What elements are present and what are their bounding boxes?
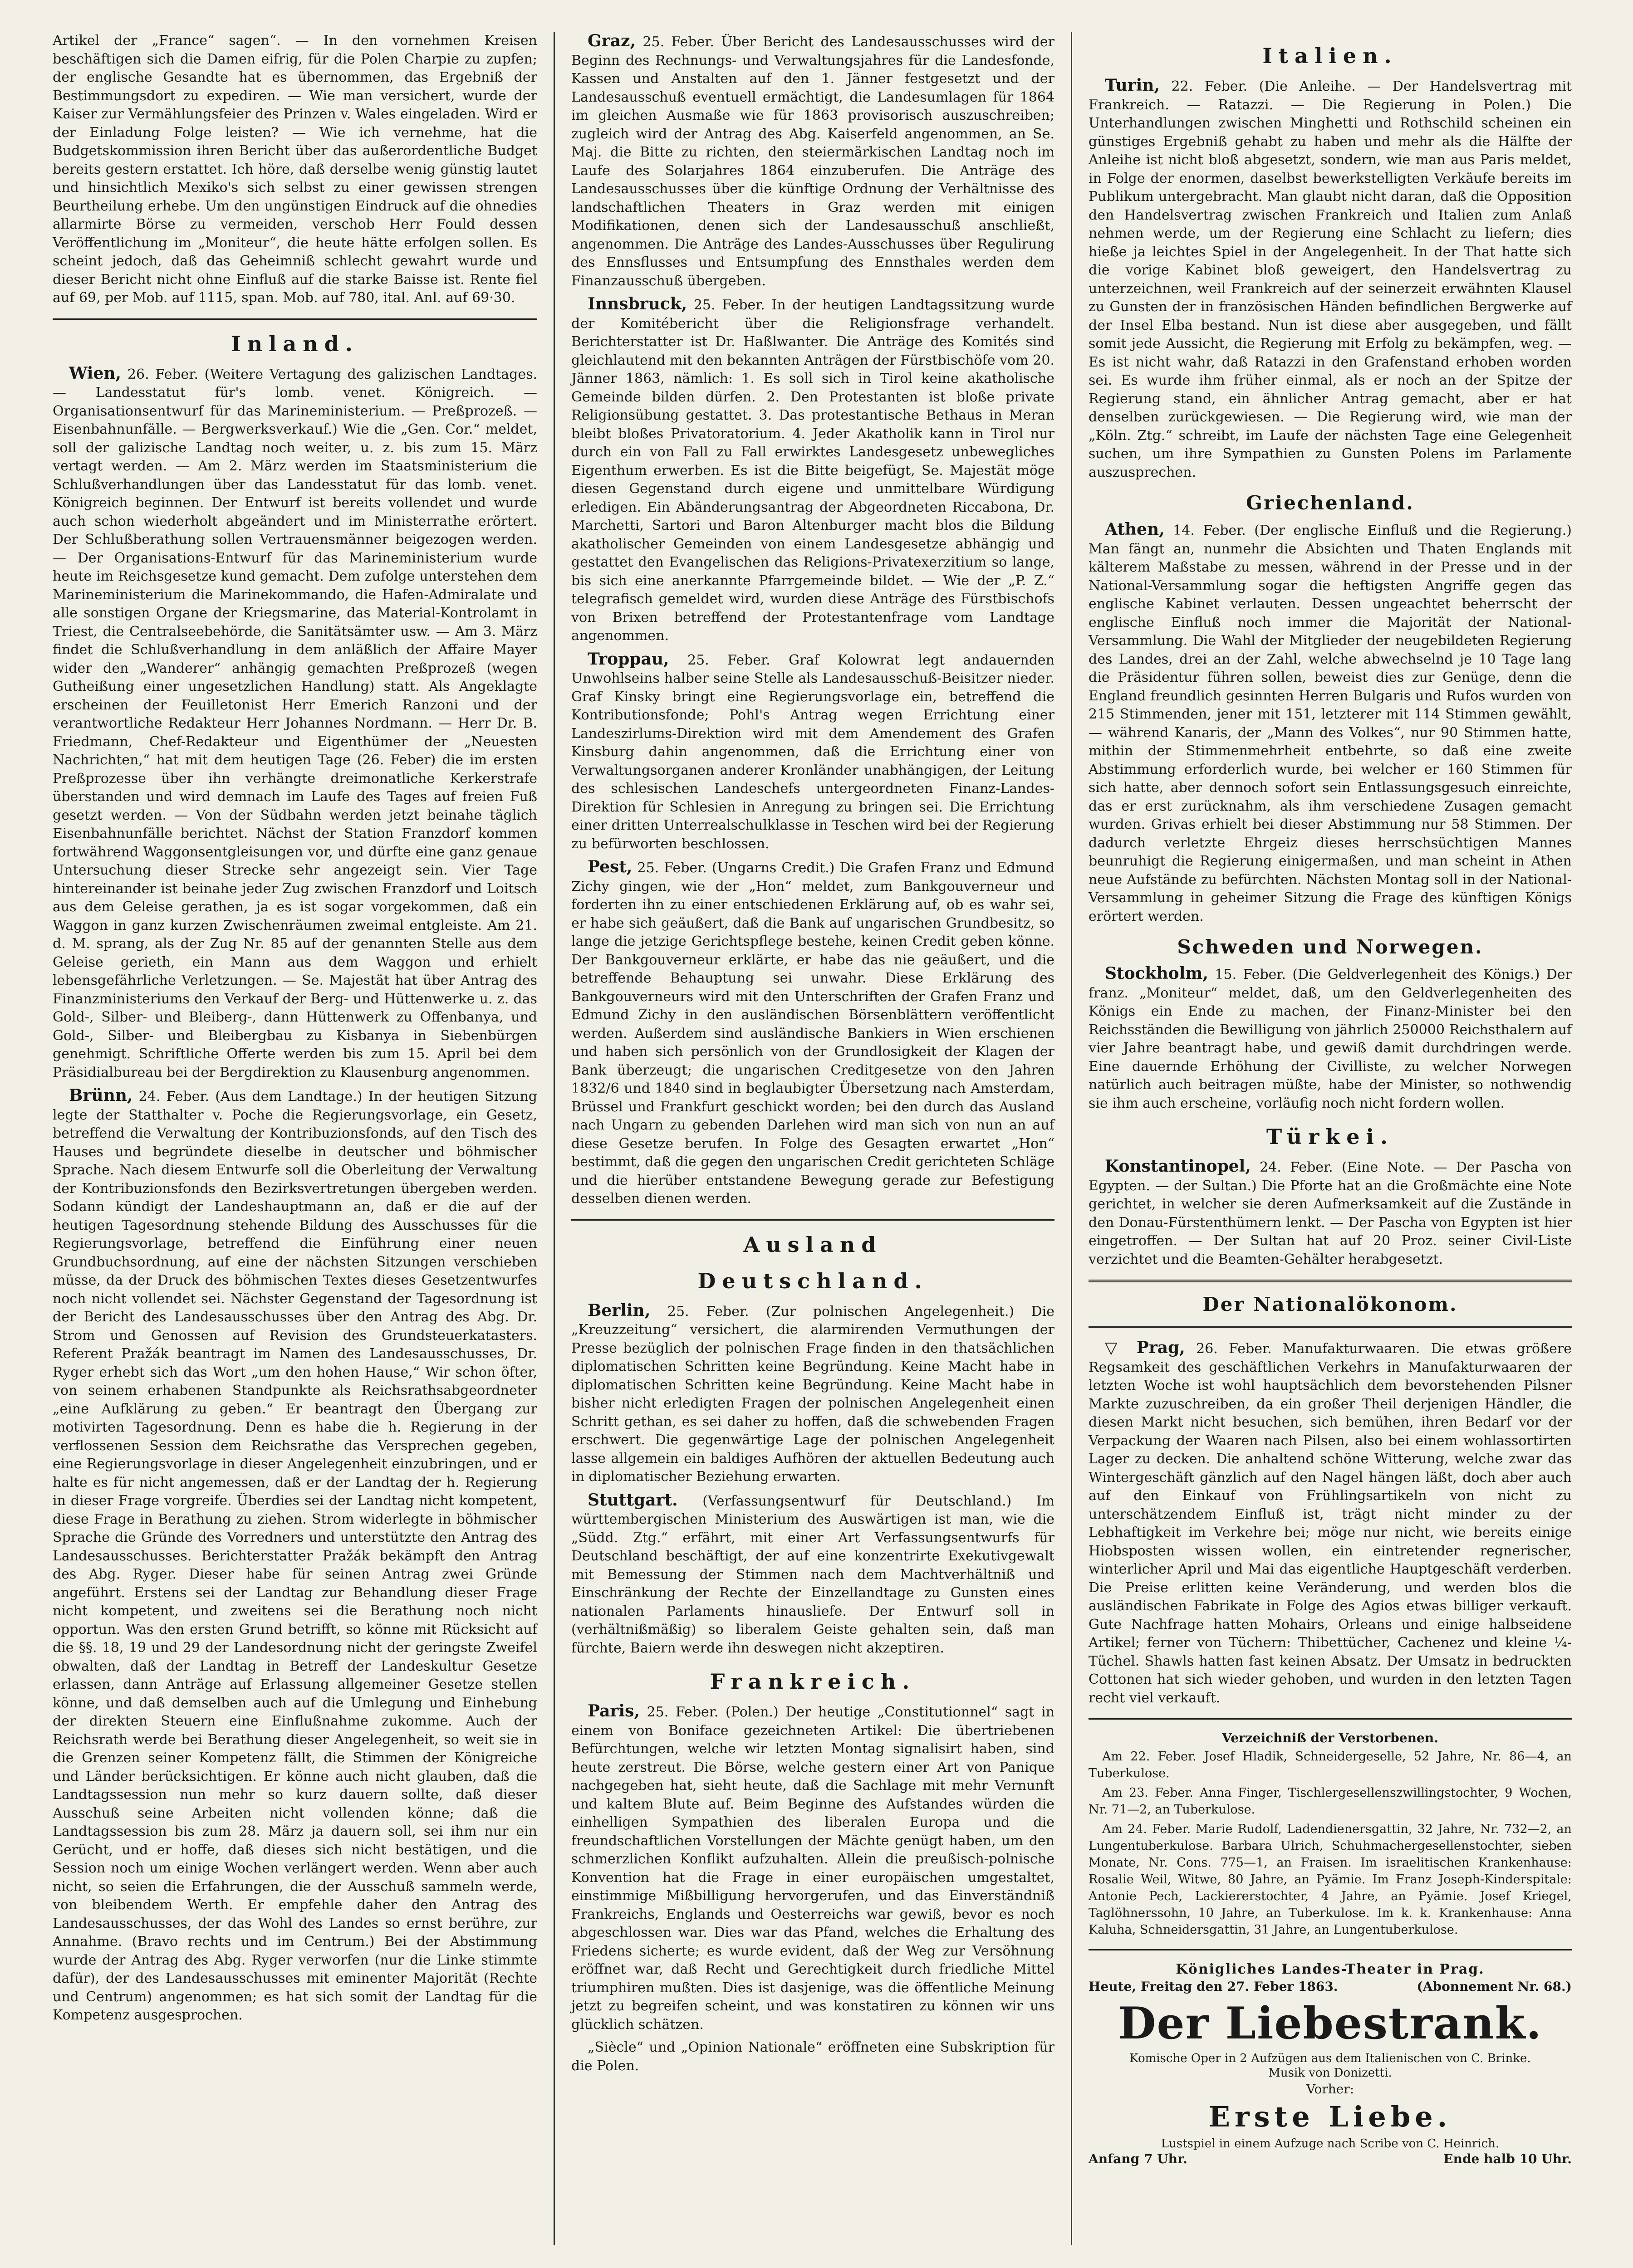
column-3 xyxy=(1071,32,1588,2245)
dateline-stuttgart: Stuttgart. xyxy=(588,1490,678,1510)
dateline-konstantinopel: Konstantinopel, xyxy=(1105,1157,1251,1176)
article-bruenn-body: 24. Feber. (Aus dem Landtage.) In der heutigen Sitzung legte der Statthalter v. Poche die Regierungsvorlage, ein Gesetz, betreffend die Verwaltung der Kontribuzionsfonds, auf den Tisch des Hauses und begründete dieselbe in deutscher und böhmischer Sprache. Nach diesem Entwurfe soll die Oberleitung der Verwaltung der Kontribuzionsfonds den Bezirksvertretungen übergeben werden. Sodann kündigt der Landeshauptmann an, daß er die auf der heutigen Tagesordnung stehende Bildung des Ausschusses für die Regierungsvorlage, betreffend die Einführung einer neuen Grundbuchsordnung, auf eine der nächsten Sitzungen verschieben müsse, da der Druck des böhmischen Textes dieses Gesetzentwurfes noch nicht vollendet sei. Nächster Gegenstand der Tagesordnung ist der Bericht des Landesausschusses über den Antrag des Abg. Dr. Strom und Genossen auf Revision des Grundsteuerkatasters. Referent Pražák beantragt im Namen des Landesausschusses, Dr. Ryger erhebt sich das Wort „um den hohen Hause,“ Wir schon öfter, von seinem erhabenen Standpunkte als Reichsrathsabgeordneter „eine Aufklärung zu geben.“ Er beantragt den Übergang zur motivirten Tagesordnung. Denn es habe die h. Regierung in der verflossenen Session dem Reichsrathe das Versprechen gegeben, eine Regierungsvorlage in dieser Angelegenheit einzubringen, und er halte es für nicht angemessen, daß er der Landtag der h. Regierung in dieser Frage vorgreife. Überdies sei der Landtag nicht kompetent, diese Frage in Berathung zu ziehen. Strom widerlegte in böhmischer Sprache die Gründe des Vorredners und unterstützte den Antrag des Landesausschusses. Berichterstatter Pražák bekämpft den Antrag des Abg. Ryger. Dieser habe für seinen Antrag zwei Gründe angeführt. Erstens sei der Landtag zur Behandlung dieser Frage nicht kompetent, und zweitens sei die Berathung noch nicht opportun. Was den ersten Grund betrifft, so könne mit Rücksicht auf die §§. 18, 19 und 29 der Landesordnung nicht der geringste Zweifel obwalten, daß der Landtag in Betreff der Landeskultur Gesetze erlassen, dann Anträge auf Erlassung allgemeiner Gesetze stellen könne, und daß demselben auch auf die Umlegung und Einhebung der direkten Steuern eine Einflußnahme zukomme. Auch der Reichsrath werde bei Berathung dieser Angelegenheit, so weit sie in die Grenzen seiner Kompetenz fällt, die Stimmen der Königreiche und Länder berücksichtigen. Er könne auch nicht glauben, daß die Landtagssession nun mehr so kurz dauern sollte, daß dieser Ausschuß seine Arbeiten nicht vollenden könne; daß die Landtagssession bis zum 28. März ja dauern soll, sei ihm nur ein Gerücht, und er hoffe, daß dieses sich nicht bestätigen, und die Session noch um einige Wochen verlängert werden. Wenn aber auch nicht, so seien die Erfahrungen, die der Ausschuß sammeln werde, von bleibendem Werth. Er empfehle daher den Antrag des Landesausschusses, der das Wohl des Landes so ernst berühre, zur Annahme. (Bravo rechts und im Centrum.) Bei der Abstimmung wurde der Antrag des Abg. Ryger verworfen (nur die Linke stimmte dafür), der des Landesausschusses mit eminenter Majorität (Rechte und Centrum) angenommen; es hat sich somit der Landtag für die Kompetenz ausgesprochen. xyxy=(53,1089,537,2023)
theater-advertisement xyxy=(1089,1961,1572,2166)
article-stockholm-body: 15. Feber. (Die Geldverlegenheit des Königs.) Der franz. „Moniteur“ meldet, daß, um den Geldverlegenheiten des Königs ein Ende zu machen, der Finanz-Minister bei den Reichsständen die Bewilligung von jährlich 250000 Reichsthalern auf vier Jahre beantragt habe, und gewiß damit durchdringen werde. Eine dauernde Erhöhung der Civilliste, zu welcher Norwegen natürlich auch beitragen müßte, habe der Minister, so nothwendig sie ihm auch erscheine, vorläufig noch nicht fordern wollen. xyxy=(1089,967,1572,1111)
article-prag xyxy=(1089,1339,1572,1707)
theater-title-2: Erste Liebe. xyxy=(1208,2100,1452,2133)
deaths-entry: Am 24. Feber. Marie Rudolf, Ladendienersgattin, 32 Jahre, Nr. 732—2, an Lungentuberkulose. Barbara Ulrich, Schuhmachergesellenstochter, sieben Monate, Nr. Cons. 775—1, an Fraisen. Im israelitischen Krankenhause: Rosalie Weil, Witwe, 80 Jahre, an Pyämie. Im Franz Joseph-Kinderspitale: Antonie Pech, Lackiererstochter, 4 Jahre, an Pyämie. Josef Kriegel, Taglöhnerssohn, 10 Jahre, an Tuberkulose. Im k. k. Krankenhause: Anna Kaluha, Schneidersgattin, 31 Jahre, an Lungentuberkulose. xyxy=(1089,1822,1572,1937)
theater-date: Heute, Freitag den 27. Feber 1863. xyxy=(1089,1979,1338,1994)
section-title-italien: Italien. xyxy=(1262,44,1398,68)
dateline-turin: Turin, xyxy=(1105,76,1160,95)
dateline-prag: ▽ Prag, xyxy=(1105,1338,1185,1357)
dateline-troppau: Troppau, xyxy=(588,649,669,669)
article-graz-body: 25. Feber. Über Bericht des Landesausschusses wird der Beginn des Rechnungs- und Verwaltungsjahres für die Landesfonde, Kassen und Anstalten auf den 1. Jänner festgesetzt und der Landesausschuß eventuell ermächtigt, die Landesumlagen für 1864 im gleichen Ausmaße wie für 1863 provisorisch auszuschreiben; zugleich wird der Antrag des Abg. Kaiserfeld angenommen, an Se. Maj. die Bitte zu richten, den steiermärkischen Landtag noch im Laufe des Solarjahres 1864 einzuberufen. Die Anträge des Landesausschusses über die künftige Ordnung der Verhältnisse des landschaftlichen Theaters in Graz werden mit einigen Modifikationen, denen sich der Landesausschuß anschließt, angenommen. Die Anträge des Landes-Ausschusses über Regulirung des Ennsflusses und Entsumpfung des Ennsthales werden dem Finanzausschuß übergeben. xyxy=(571,34,1054,289)
column-rule xyxy=(1089,1718,1572,1720)
theater-abonnement: (Abonnement Nr. 68.) xyxy=(1417,1979,1572,1994)
dateline-graz: Graz, xyxy=(588,32,636,50)
column-rule xyxy=(1089,1949,1572,1950)
column-rule xyxy=(571,1219,1054,1221)
section-title-ausland: Ausland xyxy=(743,1232,883,1257)
dateline-paris: Paris, xyxy=(588,1701,640,1721)
theater-title: Der Liebestrank. xyxy=(1118,1998,1542,2049)
dateline-stockholm: Stockholm, xyxy=(1105,964,1208,983)
article-prag-body: 26. Feber. Manufakturwaaren. Die etwas größere Regsamkeit des geschäftlichen Verkehrs in Manufakturwaaren der letzten Woche ist wohl hauptsächlich dem bevorstehenden Pilsner Markte zuzuschreiben, da ein großer Theil derjenigen Händler, die diesen Markt nicht besuchen, sich bemühen, ihren Bedarf vor der Verpackung der Waaren nach Pilsen, also bei einem wohlassortirten Lager zu decken. Die anhaltend schöne Witterung, welche zwar das Wintergeschäft gänzlich auf den Nagel hängen läßt, doch aber auch auf den Einkauf von Frühlingsartikeln von nicht zu unterschätzendem Einfluß ist, trägt nicht minder zu der Lebhaftigkeit im Verkehre bei; möge nur nicht, wie bereits einige Hiobsposten wissen wollen, ein eintretender regnerischer, winterlicher April und Mai das eigentliche Hauptgeschäft verderben. Die Preise erlitten keine Veränderung, und werden blos die ausländischen Fabrikate in Folge des Agios etwas billiger verkauft. Gute Nachfrage hatten Mohairs, Orleans und einige halbseidene Artikel; ferner von Tüchern: Thibettücher, Cachenez und kleine ¼-Tüchel. Shawls hatten fast keinen Absatz. Der Umsatz in bedruckten Cottonen hat sich wieder gehoben, und wurden in den letzten Tagen recht viel verkauft. xyxy=(1089,1341,1572,1706)
dateline-pest: Pest, xyxy=(588,857,633,876)
article-paris-continuation: Artikel der „France“ sagen“. — In den vornehmen Kreisen beschäftigen sich die Damen eifrig, für die Polen Charpie zu zupfen; der englische Gesandte hat es übernommen, das Ergebniß der Bestimmungsdort zu expediren. — Wie man versichert, wurde der Kaiser zur Vermählungsfeier des Prinzen v. Wales eingeladen. Wird er der Einladung Folge leisten? — Wie ich vernehme, hat die Budgetskommission ihren Bericht über das außerordentliche Budget bereits gestern erstattet. Ich höre, daß derselbe wenig günstig lautet und hinsichtlich Mexiko's sich selbst zu einer gewissen strengen Beurtheilung erhebe. Um den ungünstigen Eindruck auf die ohnedies allarmirte Börse zu vermeiden, verschob Herr Fould dessen Veröffentlichung im „Moniteur“, die heute hätte erfolgen sollen. Es scheint jedoch, daß das Geheimniß schlecht gewahrt wurde und dieser Bericht nicht ohne Einfluß auf die starke Baisse ist. Rente fiel auf 69, per Mob. auf 1115, span. Mob. auf 780, ital. Anl. auf 69·30. xyxy=(53,33,537,306)
theater-music: Musik von Donizetti. xyxy=(1268,2066,1392,2080)
theater-times-row xyxy=(1089,2151,1572,2166)
column-rule xyxy=(1089,1326,1572,1328)
theater-vorher: Vorher: xyxy=(1306,2082,1354,2097)
deaths-entry: Am 23. Feber. Anna Finger, Tischlergesellenszwillingstochter, 9 Wochen, Nr. 71—2, an Tuberkulose. xyxy=(1089,1786,1572,1817)
dateline-innsbruck: Innsbruck, xyxy=(588,294,687,313)
section-title-frankreich: Frankreich. xyxy=(710,1669,916,1694)
section-title-deutschland: Deutschland. xyxy=(697,1268,928,1293)
article-stuttgart xyxy=(571,1491,1054,1658)
article-graz xyxy=(571,32,1054,290)
section-title-griechenland: Griechenland. xyxy=(1246,492,1414,514)
theater-end: Ende halb 10 Uhr. xyxy=(1443,2151,1572,2166)
column-2 xyxy=(554,32,1071,2245)
article-troppau xyxy=(571,650,1054,854)
article-stuttgart-body: (Verfassungsentwurf für Deutschland.) Im württembergischen Ministerium des Auswärtigen ist man, wie die „Südd. Ztg.“ erfährt, mit einer Art Verfassungsentwurfs für Deutschland beschäftigt, der auf eine konzentrirte Exekutivgewalt mit Bemessung der Stimmen nach dem Machtverhältniß und Einschränkung der Rechte der Einzellandtage zu Gunsten eines nationalen Parlaments hinausliefe. Der Entwurf soll in (verhältnißmäßig) so liberalem Geiste gehalten sein, daß man fürchte, Baiern werde ihn deswegen nicht akzeptiren. xyxy=(571,1493,1054,1656)
column-rule xyxy=(1089,1280,1572,1282)
article-turin xyxy=(1089,76,1572,482)
article-berlin-body: 25. Feber. (Zur polnischen Angelegenheit.) Die „Kreuzzeitung“ versichert, die alarmirenden Vermuthungen der Presse bezüglich der polnischen Frage finden in den thatsächlichen diplomatischen Schritten keine Begründung. Keine Macht habe in diplomatischen Schritten keine Begründung. Keine Macht habe in bisher nicht erledigten Fragen der polnischen Angelegenheit einen Schritt gethan, es sei daher zu hoffen, daß die schwebenden Fragen erschwert. Die gegenwärtige Lage der polnischen Angelegenheit lasse allgemein ein baldiges Aufhören der aktuellen Bedeutung auch in diplomatischer Beziehung erwarten. xyxy=(571,1303,1054,1485)
article-bruenn xyxy=(53,1086,537,2025)
article-innsbruck-body: 25. Feber. In der heutigen Landtagssitzung wurde der Komitébericht über die Religionsfrage verhandelt. Berichterstatter ist Dr. Haßlwanter. Die Anträge des Komités sind gleichlautend mit den bekannten Anträgen der Fürstbischöfe vom 20. Jänner 1863, nämlich: 1. Es soll sich in Tirol keine akatholische Gemeinde bilden dürfen. 2. Den Protestanten ist bloße private Religionsübung gestattet. 3. Das protestantische Bethaus in Meran bleibt bloßes Privatoratorium. 4. Jeder Akatholik kann in Tirol nur durch ein von Fall zu Fall erwirktes Landesgesetz unbewegliches Eigenthum erwerben. Es ist die Bitte beigefügt, Se. Majestät möge diesen Gegenstand durch eigene und unmittelbare Würdigung erledigen. Ein Abänderungsantrag der Abgeordneten Riccabona, Dr. Marchetti, Sartori und Baron Altenburger macht blos die Bildung akatholischer Gemeinden von einem Landesgesetze abhängig und gestattet den Evangelischen das Religions-Privatexerzitium so lange, bis sich eine anerkannte Pfarrgemeinde bildet. — Wie der „P. Z.“ telegrafisch gemeldet wird, wurden diese Anträge des Fürstbischofs von Brixen betreffend der Protestantenfrage vom Landtage angenommen. xyxy=(571,297,1054,644)
article-athen xyxy=(1089,520,1572,926)
article-innsbruck xyxy=(571,295,1054,645)
column-rule xyxy=(53,318,537,320)
section-title-inland: Inland. xyxy=(231,331,359,356)
article-paris-body: 25. Feber. (Polen.) Der heutige „Constitutionnel“ sagt in einem von Boniface gezeichneten Artikel: Die übertriebenen Befürchtungen, welche wir letzten Montag signalisirt haben, sind heute zerstreut. Die Börse, welche gestern einer Art von Panique nachgegeben hat, sieht heute, daß die Sachlage mit mehr Vernunft und kaltem Blute auf. Beim Beginne des Aufstandes würden die einhelligen Sympathien des liberalen Europa und die freundschaftlichen Vorstellungen der Mächte genügt haben, um den schmerzlichen Konflikt aufzuhalten. Allein die preußisch-polnische Konvention hat die Frage in einer europäischen umgestaltet, einstimmige Mißbilligung hervorgerufen, und das Einverständniß Frankreichs, Englands und Oesterreichs war gewiß, bevor es noch abgeschlossen war. Dies war das Pfand, welches die Erhaltung des Friedens sicherte; es wurde evident, daß der Weg zur Versöhnung eröffnet war, daß Recht und Gerechtigkeit durch friedliche Mittel triumphiren mußten. Dies ist dasjenige, was die öffentliche Meinung jetzt zu begreifen scheint, und was konstatiren zu können wir uns glücklich schätzen. xyxy=(571,1704,1054,2033)
section-title-schweden: Schweden und Norwegen. xyxy=(1177,936,1483,958)
newspaper-page xyxy=(36,32,1593,2245)
article-berlin xyxy=(571,1301,1054,1486)
dateline-athen: Athen, xyxy=(1105,520,1165,539)
article-konstantinopel-body: 24. Feber. (Eine Note. — Der Pascha von Egypten. — der Sultan.) Die Pforte hat an die Großmächte eine Note gerichtet, in welcher sie deren Aufmerksamkeit auf die Zustände in den Donau-Fürstenthümern lenkt. — Der Pascha von Egypten ist hier eingetroffen. — Der Sultan hat auf 20 Proz. seiner Civil-Liste verzichtet und die Beamten-Gehälter herabgesetzt. xyxy=(1089,1159,1572,1267)
article-stockholm xyxy=(1089,964,1572,1113)
article-turin-body: 22. Feber. (Die Anleihe. — Der Handelsvertrag mit Frankreich. — Ratazzi. — Die Regierung in Polen.) Die Unterhandlungen zwischen Minghetti und Rothschild scheinen ein günstiges Ergebniß gehabt zu haben und mehr als die Hälfte der Anleihe ist nicht bloß abgesetzt, sondern, wie man aus Paris meldet, in Folge der enormen, daselbst bewerkstelligten Verkäufe bereits im Publikum untergebracht. Man glaubt nicht daran, daß die Opposition den Handelsvertrag zwischen Frankreich und Italien zum Anlaß nehmen werde, um der Regierung eine Schlacht zu liefern; dies hieße ja leichtes Spiel in der Angelegenheit. In der That hatte sich die vorige Kabinet bloß geweigert, den Handelsvertrag zu unterzeichnen, weil Frankreich auf der seinerzeit erwähnten Klausel zu Gunsten der in französischen Händen befindlichen Bergwerke auf der Insel Elba bestand. Nun ist diese aber ausgegeben, und fällt somit jede Aussicht, die Regierung mit Erfolg zu bekämpfen, weg. — Es ist nicht wahr, daß Ratazzi in den Grafenstand erhoben worden sei. Es wurde ihm früher einmal, als er noch an der Spitze der Regierung stand, ein ähnlicher Antrag gemacht, aber er hat denselben zurückgewiesen. — Die Regierung wird, wie man der „Köln. Ztg.“ schreibt, im Laufe der nächsten Tage eine Gelegenheit suchen, um ihre Sympathien zu Gunsten Polens im Parlamente auszusprechen. xyxy=(1089,78,1572,480)
dateline-berlin: Berlin, xyxy=(588,1300,651,1320)
article-troppau-body: 25. Feber. Graf Kolowrat legt andauernden Unwohlseins halber seine Stelle als Landesausschuß-Beisitzer nieder. Graf Kinsky bringt eine Regierungsvorlage ein, betreffend die Kontributionsfonde; Pohl's Antrag wegen Errichtung einer Landeszirlums-Direktion wird mit dem Amendement des Grafen Kinsburg dahin angenommen, daß die Errichtung einer von Verwaltungsorganen anderer Kronländer unabhängigen, der Leitung des schlesischen Landeschefs untergeordneten Finanz-Landes-Direktion für Schlesien in Anregung zu bringen sei. Die Errichtung einer dritten Unterrealschulklasse in Teschen wird bei der Regierung zu befürworten beschlossen. xyxy=(571,652,1054,852)
dateline-bruenn: Brünn, xyxy=(69,1086,133,1105)
article-wien xyxy=(53,364,537,1082)
article-paris-end: „Siècle“ und „Opinion Nationale“ eröffneten eine Subskription für die Polen. xyxy=(571,2039,1054,2074)
theater-start: Anfang 7 Uhr. xyxy=(1089,2151,1187,2166)
theater-date-row xyxy=(1089,1979,1572,1994)
article-pest-body: 25. Feber. (Ungarns Credit.) Die Grafen Franz und Edmund Zichy gingen, wie der „Hon“ meldet, zum Bankgouverneur und forderten ihn zu einer entschiedenen Erklärung auf, ob es wahr sei, er habe sich geäußert, daß die Bank auf ungarischen Grundbesitz, so lange die jetzige Gerichtspflege bestehe, keinen Credit geben könne. Der Bankgouverneur erklärte, er habe das nie geäußert, und die betreffende Behauptung sei unwahr. Diese Erklärung des Bankgouverneurs wird mit den Unterschriften der Grafen Franz und Edmund Zichy in den ausländischen Börsenblättern veröffentlicht werden. Außerdem sind ausländische Bankiers in Wien erschienen und haben sich persönlich von der Grundlosigkeit der Klagen der Bank überzeugt; die ungarischen Creditgesetze von den Jahren 1832/6 und 1840 sind in beglaubigter Übersetzung nach Amsterdam, Brüssel und Frankfurt geschickt worden; bei den durch das Ausland nach Ungarn zu gebenden Darlehen wird man sich von nun an auf diese Gesetze berufen. In Folge des Gesagten erwartet „Hon“ bestimmt, daß die gegen den ungarischen Credit gerichteten Schläge und die hierüber entstandene Bewegung gerade zur Befestigung desselben dienen werden. xyxy=(571,860,1054,1207)
article-paris xyxy=(571,1702,1054,2034)
deaths-list xyxy=(1089,1730,1572,1938)
deaths-entry: Am 22. Feber. Josef Hladik, Schneidergeselle, 52 Jahre, Nr. 86—4, an Tuberkulose. xyxy=(1089,1750,1572,1780)
theater-description: Komische Oper in 2 Aufzügen aus dem Italienischen von C. Brinke. xyxy=(1129,2052,1531,2065)
theater-header: Königliches Landes-Theater in Prag. xyxy=(1176,1961,1485,1977)
dateline-wien: Wien, xyxy=(69,363,122,383)
deaths-title: Verzeichniß der Verstorbenen. xyxy=(1222,1730,1438,1745)
article-pest xyxy=(571,858,1054,1208)
section-title-tuerkei: Türkei. xyxy=(1266,1124,1394,1149)
article-konstantinopel xyxy=(1089,1157,1572,1269)
article-athen-body: 14. Feber. (Der englische Einfluß und die Regierung.) Man fängt an, nunmehr die Absichten und Thaten Englands mit kälterem Maßstabe zu messen, während in der Presse und in der National-Versammlung sogar die heftigsten Angriffe gegen das englische Kabinet verlauten. Dessen ungeachtet beherrscht der englische Einfluß noch immer die Majorität der National-Versammlung. Die Wahl der Mitglieder der neugebildeten Regierung des Landes, drei an der Zahl, welche abwechselnd je 10 Tage lang die Präsidentur führen sollen, beweist dies zur Genüge, denn die England freundlich gesinnten Herren Bulgaris und Rufos wurden von 215 Stimmenden, jener mit 151, letzterer mit 114 Stimmen gewählt, — während Kanaris, der „Mann des Volkes“, nur 90 Stimmen hatte, mithin der Stimmenmehrheit entbehrte, so daß eine zweite Abstimmung erforderlich wurde, bei welcher er 160 Stimmen für sich hatte, aber dennoch sofort sein Entlassungsgesuch einreichte, das er erst zurücknahm, als ihm verschiedene Zusagen gemacht wurden. Grivas erhielt bei dieser Abstimmung nur 58 Stimmen. Der dadurch verletzte Ehrgeiz dieses herrschsüchtigen Mannes beunruhigt die Regierung einigermaßen, und man scheint in Athen neue Aufstände zu befürchten. Nächsten Montag soll in der National-Versammlung in geheimer Sitzung die Frage des künftigen Königs erörtert werden. xyxy=(1089,523,1572,924)
theater-description-2: Lustspiel in einem Aufzuge nach Scribe von C. Heinrich. xyxy=(1161,2137,1500,2151)
article-wien-body: 26. Feber. (Weitere Vertagung des galizischen Landtages. — Landesstatut für's lomb. venet. Königreich. — Organisationsentwurf für das Marineministerium. — Preßprozeß. — Eisenbahnunfälle. — Bergwerksverkauf.) Wie die „Gen. Cor.“ meldet, soll der galizische Landtag noch weiter, u. z. bis zum 15. März vertagt werden. — Am 2. März werden im Staatsministerium die Schlußverhandlungen über das Landesstatut für das lomb. venet. Königreich beginnen. Der Entwurf ist bereits vollendet und wurde auch schon wiederholt abgeändert und im Ministerrathe erörtert. Der Schlußberathung sollen Vertrauensmänner beigezogen werden. — Der Organisations-Entwurf für das Marineministerium wurde heute im Reichsgesetze kund gemacht. Dem zufolge unterstehen dem Marineministerium die Marinekommando, die Hafen-Admiralate und alle sonstigen Organe der Kriegsmarine, das Material-Kontrolamt in Triest, die Centralseebehörde, die Sanitätsämter usw. — Am 3. März findet die Schlußverhandlung in dem anläßlich der Affaire Mayer wider den „Wanderer“ anhängig gemachten Preßprozeß (wegen Gutheißung einer ungesetzlichen Handlung) statt. Als Angeklagte erscheinen der Feuilletonist Herr Emerich Ranzoni und der verantwortliche Redakteur Herr Johannes Nordmann. — Herr Dr. B. Friedmann, Chef-Redakteur und Eigenthümer der „Neuesten Nachrichten,“ hat mit dem heutigen Tage (26. Feber) die im ersten Preßprozesse über ihn verhängte dreimonatliche Kerkerstrafe überstanden und wird demnach im Laufe des Tages auf freien Fuß gesetzt werden. — Von der Südbahn werden jetzt beinahe täglich Eisenbahnunfälle berichtet. Nächst der Station Franzdorf kommen fortwährend Waggonsentgleisungen vor, und dürfte eine ganz genaue Untersuchung dieser Strecke sehr angezeigt sein. Vier Tage hintereinander ist beinahe jeder Zug zwischen Franzdorf und Loitsch aus dem Geleise gerathen, ja es ist sogar vorgekommen, daß ein Waggon in ganz kurzen Zwischenräumen zweimal entgleiste. Am 21. d. M. sprang, als der Zug Nr. 85 auf der genannten Stelle aus dem Geleise gerieth, ein Mann aus dem Waggon und erhielt lebensgefährliche Verletzungen. — Se. Majestät hat über Antrag des Finanzministeriums den Verkauf der Berg- und Hüttenwerke u. z. das Gold-, Silber- und Bleiberg-, dann Hüttenwerk zu Offenbanya, und Gold-, Silber- und Bleibergbau zu Kisbanya in Siebenbürgen genehmigt. Schriftliche Offerte werden bis zum 15. April bei dem Präsidialbureau bei der Bergdirektion zu Klausenburg angenommen. xyxy=(53,366,538,1080)
section-title-nationaloekonom: Der Nationalökonom. xyxy=(1202,1293,1458,1315)
column-1 xyxy=(36,32,554,2245)
